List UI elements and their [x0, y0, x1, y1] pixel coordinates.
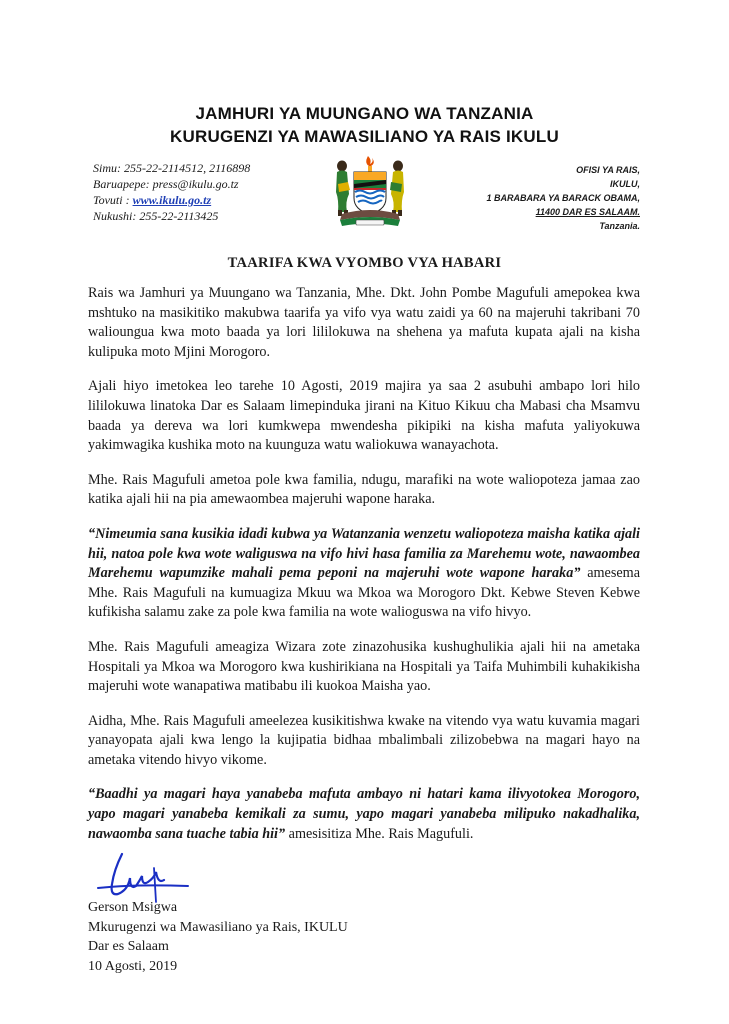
email-line: Baruapepe: press@ikulu.go.tz: [93, 177, 239, 191]
tanzania-coat-of-arms-icon: [328, 154, 412, 228]
document-title: TAARIFA KWA VYOMBO VYA HABARI: [227, 255, 502, 271]
paragraph-4-text: amesema Mhe. Rais Magufuli na kumuagiza Mkuu wa Mkoa wa Morogoro Dkt. Kebwe Steven Kebwe kufikisha salamu zake za pole kwa familia na wote walioguswa na vifo hivyo.: [88, 565, 641, 621]
president-quote-1: “Nimeumia sana kusikia idadi kubwa ya Watanzania wenzetu waliopoteza maisha katika ajali hii, natoa pole kwa wote waliguswa na vifo hivi hasa familia za Marehemu wote, nawaombea Marehemu wapumzike mahali pema peponi na majeruhi wote wapone haraka”: [88, 525, 640, 582]
signature-block: [88, 898, 348, 976]
address-line-5: Tanzania.: [599, 221, 640, 231]
fax-line: Nukushi: 255-22-2113425: [93, 209, 219, 223]
paragraph-6: Aidha, Mhe. Rais Magufuli ameelezea kusikitishwa kwake na vitendo vya watu kuvamia magari yanayopata ajali kwa lengo la kujipatia bidhaa mbalimbali zilizobebwa na magari hayo na ametaka vitendo hivyo vikome.: [88, 712, 640, 768]
address-line-2: IKULU,: [610, 179, 640, 189]
header-line-1: JAMHURI YA MUUNGANO WA TANZANIA: [195, 104, 534, 123]
signatory-name: Gerson Msigwa: [88, 900, 178, 915]
paragraph-2: Ajali hiyo imetokea leo tarehe 10 Agosti, 2019 majira ya saa 2 asubuhi ambapo lori hilo lililokuwa linatoka Dar es Salaam limepinduka jirani na Kituo Kikuu cha Mabasi cha Msamvu baada ya dereva wa lori kumkwepa mwendesha pikipiki na kisha mafuta yaliyokuwa yakimwagika kushika moto na kuunguza watu waliokuwa wanayachota.: [88, 378, 640, 454]
contact-details: [93, 160, 250, 224]
signatory-position: Mkurugenzi wa Mawasiliano ya Rais, IKULU: [88, 919, 348, 935]
release-date: 10 Agosti, 2019: [88, 958, 178, 974]
website-line: [93, 192, 250, 208]
address-line-3: 1 BARABARA YA BARACK OBAMA,: [486, 193, 640, 203]
address-line-1: OFISI YA RAIS,: [576, 165, 640, 175]
website-link[interactable]: www.ikulu.go.tz: [132, 193, 212, 207]
paragraph-5: Mhe. Rais Magufuli ameagiza Wizara zote zinazohusika kushughulikia ajali hii na ametaka Hospitali ya Mkoa wa Morogoro kwa kushirikiana na Hospitali ya Taifa Muhimbili kuhakikisha majeruhi wote wanapatiwa matibabu ili kuokoa Maisha yao.: [88, 638, 640, 695]
president-quote-2: “Baadhi ya magari haya yanabeba mafuta ambayo ni hatari kama ilivyotokea Morogoro, yapo magari yanabeba kemikali za sumu, yapo magari yanabeba milipuko nakadhalika, nawaomba sana tuache tabia hii”: [88, 786, 640, 842]
paragraph-4: [88, 525, 640, 623]
website-label: Tovuti :: [93, 193, 133, 207]
paragraph-1: Rais wa Jamhuri ya Muungano wa Tanzania, Mhe. Dkt. John Pombe Magufuli amepokea kwa mshtuko na masikitiko makubwa taarifa ya vifo vya watu zaidi ya 60 na majeruhi takribani 70 walioungua kwa moto baada ya lori lililokuwa na shehena ya mafuta kupata ajali na kisha kulipuka moto Mjini Morogoro.: [88, 285, 640, 360]
address-line-4: 11400 DAR ES SALAAM.: [535, 207, 640, 217]
header-line-2: KURUGENZI YA MAWASILIANO YA RAIS IKULU: [170, 127, 559, 146]
signatory-city: Dar es Salaam: [88, 939, 169, 954]
phone-line: Simu: 255-22-2114512, 2116898: [93, 161, 251, 175]
paragraph-7-text: amesisitiza Mhe. Rais Magufuli.: [285, 825, 474, 842]
document-body: [88, 284, 640, 859]
paragraph-7: [88, 785, 640, 844]
paragraph-3: Mhe. Rais Magufuli ametoa pole kwa familia, ndugu, marafiki na wote waliopoteza jamaa zao katika ajali hii na pia amewaombea majeruhi wapone haraka.: [88, 471, 640, 508]
office-address: [486, 163, 640, 233]
